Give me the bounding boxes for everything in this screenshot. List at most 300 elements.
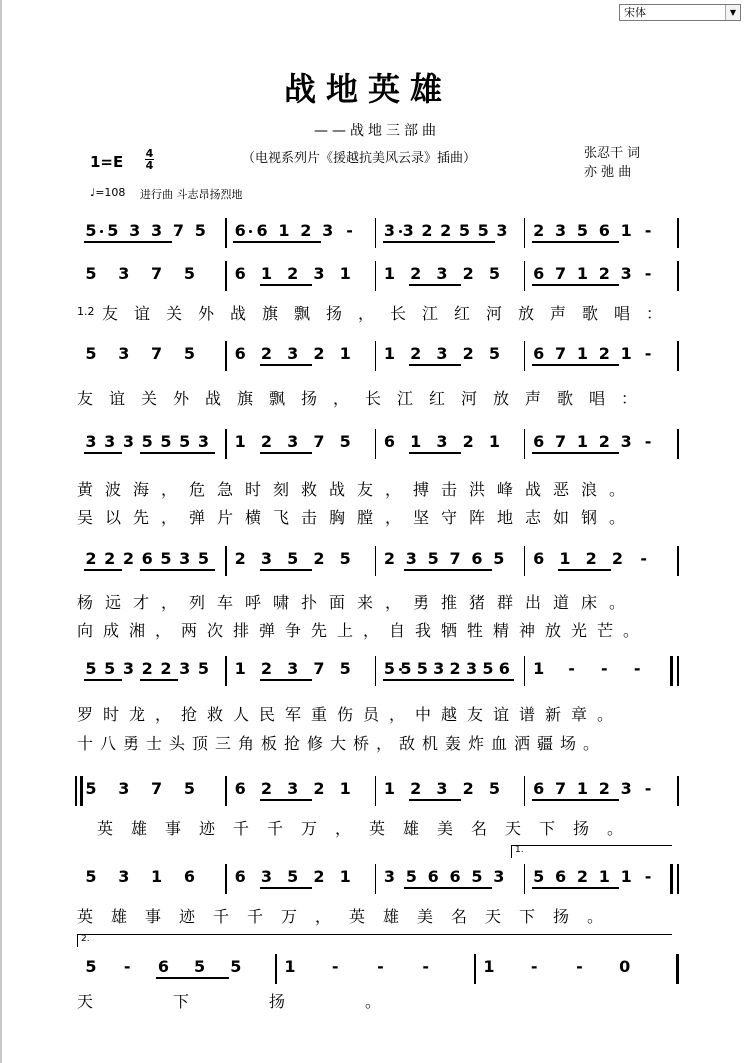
note: - xyxy=(640,549,648,568)
note: 1 xyxy=(488,432,501,451)
note: 5 xyxy=(493,549,505,568)
beam-underline xyxy=(84,452,122,454)
note: 1 xyxy=(410,432,422,451)
bar-line xyxy=(225,656,227,686)
lyric-line-10: 英雄事迹千千万，英雄美名天下扬。 xyxy=(77,907,622,926)
note: 2 xyxy=(410,779,422,798)
note: 2 xyxy=(300,221,312,240)
beam-underline xyxy=(448,569,492,571)
note: - xyxy=(644,432,652,451)
note: 6 xyxy=(234,779,246,798)
beam-underline xyxy=(448,887,492,889)
note: 1 xyxy=(383,264,396,283)
beam-underline xyxy=(140,679,178,681)
note: 1 xyxy=(620,867,632,886)
bar-line xyxy=(524,218,526,248)
bar-line xyxy=(524,864,526,894)
note: 2 xyxy=(410,264,422,283)
beam-underline xyxy=(140,452,178,454)
note: 2 xyxy=(598,432,610,451)
beam-underline xyxy=(178,452,216,454)
note: - xyxy=(346,221,353,240)
note: 1 xyxy=(383,779,396,798)
note: 5 xyxy=(339,659,351,678)
note: 3 xyxy=(313,264,325,283)
bar-line xyxy=(677,341,679,371)
bar-line xyxy=(524,546,526,576)
note: 1 xyxy=(278,221,290,240)
note: - xyxy=(644,344,652,363)
note: 2 xyxy=(313,344,325,363)
beam-underline xyxy=(409,799,462,801)
note: 2 xyxy=(383,549,396,568)
note: 7 xyxy=(555,264,567,283)
note: 5 xyxy=(85,779,97,798)
note: 1 xyxy=(620,221,632,240)
note: 3 xyxy=(555,221,567,240)
note: 5 xyxy=(339,549,351,568)
beam-underline xyxy=(156,977,228,979)
note: 3 xyxy=(322,221,334,240)
note: - xyxy=(633,659,641,678)
note: 2 xyxy=(260,659,273,678)
note: 2 xyxy=(160,659,172,678)
final-bar xyxy=(676,954,679,984)
note: 5 xyxy=(488,264,501,283)
note: 5 xyxy=(85,659,97,678)
note: - xyxy=(568,659,575,678)
note: 3 xyxy=(383,867,396,886)
note: 5 xyxy=(194,957,206,976)
lyric-line-3: 黄波海，危急时刻救战友，搏击洪峰战恶浪。 xyxy=(77,480,638,499)
note: 3 xyxy=(493,867,505,886)
note: - xyxy=(644,779,652,798)
note: 7 xyxy=(555,344,567,363)
beam-underline xyxy=(532,452,576,454)
beam-underline xyxy=(260,452,313,454)
note: 2 xyxy=(313,549,325,568)
beam-underline xyxy=(532,799,576,801)
note: 3 xyxy=(287,659,299,678)
song-subtitle: ——战地三部曲 xyxy=(314,123,440,139)
beam-underline xyxy=(84,569,122,571)
note: - xyxy=(422,957,430,976)
note: 6 xyxy=(234,344,246,363)
note: 6 xyxy=(141,549,153,568)
bar-line xyxy=(474,954,476,984)
note: 3 xyxy=(151,221,163,240)
note: 2 xyxy=(260,344,273,363)
beam-underline xyxy=(415,679,448,681)
bar-line xyxy=(677,776,679,806)
note: 6 xyxy=(533,264,545,283)
note: 5 xyxy=(287,549,299,568)
time-denominator: 4 xyxy=(145,159,154,172)
note: 5 xyxy=(405,867,417,886)
note: 6 xyxy=(533,549,545,568)
note: 3 xyxy=(496,221,508,240)
note: 5 xyxy=(85,867,97,886)
song-title: 战地英雄 xyxy=(284,70,453,108)
note: 5 xyxy=(197,549,210,568)
note: 5 xyxy=(482,659,494,678)
beam-underline xyxy=(576,452,620,454)
lyric-line-1: 友谊关外战旗飘扬，长江红河放声歌唱： xyxy=(102,304,679,323)
note: 2 xyxy=(287,264,299,283)
note: 0 xyxy=(619,957,631,976)
beam-underline xyxy=(409,284,462,286)
note: - xyxy=(530,957,538,976)
note: 1 xyxy=(339,867,351,886)
beam-underline xyxy=(532,241,576,243)
note: 5 xyxy=(576,221,589,240)
beam-underline xyxy=(260,364,313,366)
time-numerator: 4 xyxy=(145,147,154,160)
volta-1-label: 1. xyxy=(515,845,524,855)
beam-underline xyxy=(458,241,496,243)
bar-line xyxy=(225,341,227,371)
note: 5 xyxy=(197,659,210,678)
note: 2 xyxy=(598,264,610,283)
beam-underline xyxy=(383,679,416,681)
note: 1 xyxy=(559,549,571,568)
note: 5 xyxy=(179,432,191,451)
beam-underline xyxy=(576,799,620,801)
note: 6 xyxy=(234,264,246,283)
bar-line xyxy=(375,546,377,576)
beam-underline xyxy=(558,569,611,571)
repeat-end-bar xyxy=(670,864,673,894)
note: 3 xyxy=(433,659,445,678)
bar-line xyxy=(75,776,77,806)
note: 5 xyxy=(400,659,412,678)
note: 3 xyxy=(383,221,396,240)
note: 3 xyxy=(129,221,141,240)
note: 1 xyxy=(576,344,589,363)
note: 3 xyxy=(436,344,448,363)
note: 3 xyxy=(260,867,273,886)
note: 5 xyxy=(458,221,471,240)
lyric-line-11: 天下扬。 xyxy=(77,992,462,1011)
note: 7 xyxy=(555,779,567,798)
note: 5 xyxy=(85,957,97,976)
note: 7 xyxy=(313,432,325,451)
note: 2 xyxy=(122,549,135,568)
note: 5 xyxy=(416,659,428,678)
note: 2 xyxy=(462,344,474,363)
bar-line xyxy=(375,429,377,459)
lyric-line-8: 十八勇士头顶三角板抢修大桥，敌机轰炸血洒疆场。 xyxy=(77,734,607,753)
note: 5 xyxy=(533,867,545,886)
note: 7 xyxy=(151,264,163,283)
note: 1 xyxy=(234,659,246,678)
note: 6 xyxy=(533,432,545,451)
verse-number: 1.2 xyxy=(77,305,95,318)
note: 1 xyxy=(339,779,351,798)
beam-underline xyxy=(409,452,462,454)
note: 2 xyxy=(313,867,325,886)
bar-line xyxy=(677,546,679,576)
time-signature xyxy=(145,148,154,171)
note: 1 xyxy=(576,779,589,798)
note: 5 xyxy=(383,659,396,678)
beam-underline xyxy=(178,569,216,571)
note: 3 xyxy=(104,432,116,451)
note: 3 xyxy=(197,432,210,451)
note: 7 xyxy=(151,779,163,798)
note: 3 xyxy=(118,264,130,283)
note: 3 xyxy=(118,344,130,363)
note: - xyxy=(644,867,652,886)
beam-underline xyxy=(233,241,277,243)
note: 5 xyxy=(104,659,116,678)
lyric-line-5: 杨远才，列车呼啸扑面来，勇推猪群出道床。 xyxy=(77,593,638,612)
note: 5 xyxy=(230,957,242,976)
bar-line xyxy=(275,954,277,984)
note: 3 xyxy=(436,432,448,451)
bar-line xyxy=(375,218,377,248)
bar-line xyxy=(524,261,526,291)
repeat-start-bar xyxy=(80,776,83,806)
note: 1 xyxy=(620,344,632,363)
bar-line xyxy=(375,261,377,291)
beam-underline xyxy=(404,569,448,571)
note: 5 xyxy=(488,344,501,363)
note: 5 xyxy=(488,779,501,798)
volta-1-bracket xyxy=(511,845,672,858)
note: 5 xyxy=(427,549,439,568)
note: 2 xyxy=(576,867,589,886)
font-select[interactable] xyxy=(619,4,741,21)
bar-line xyxy=(225,261,227,291)
note: 5 xyxy=(183,264,195,283)
note: 1 xyxy=(598,867,610,886)
repeat-end-bar xyxy=(670,656,673,686)
note: 1 xyxy=(151,867,163,886)
note: 2 xyxy=(440,221,452,240)
beam-underline xyxy=(84,679,122,681)
note: 3 xyxy=(260,549,273,568)
note: 6 xyxy=(471,549,483,568)
bar-line xyxy=(677,261,679,291)
note: 7 xyxy=(172,221,185,240)
note: - xyxy=(644,221,652,240)
bar-line xyxy=(524,341,526,371)
note: - xyxy=(576,957,583,976)
beam-underline xyxy=(532,284,576,286)
beam-underline xyxy=(532,364,576,366)
note: 5 xyxy=(477,221,489,240)
note: 6 xyxy=(498,659,510,678)
note: - xyxy=(123,957,131,976)
note: 3 xyxy=(118,867,130,886)
beam-underline xyxy=(260,799,313,801)
note: 2 xyxy=(585,549,597,568)
bar-line xyxy=(375,864,377,894)
note: 6 xyxy=(183,867,195,886)
note: 6 xyxy=(449,867,461,886)
note: 1 xyxy=(533,659,545,678)
beam-underline xyxy=(481,679,514,681)
beam-underline xyxy=(84,241,128,243)
beam-underline xyxy=(128,241,172,243)
note: 6 xyxy=(256,221,268,240)
lyric-line-2: 友谊关外战旗飘扬，长江红河放声歌唱： xyxy=(77,389,654,408)
note: - xyxy=(331,957,339,976)
chevron-down-icon[interactable]: ▼ xyxy=(725,5,740,20)
note: 6 xyxy=(598,221,610,240)
note: 3 xyxy=(402,221,414,240)
note: 1 xyxy=(576,264,589,283)
note: 3 xyxy=(620,779,632,798)
note: 3 xyxy=(436,264,448,283)
beam-underline xyxy=(409,364,462,366)
note: 5 xyxy=(141,432,153,451)
volta-2-label: 2. xyxy=(81,934,90,944)
note: 2 xyxy=(462,432,474,451)
note: 5 xyxy=(194,221,206,240)
bar-line xyxy=(375,656,377,686)
note: 3 xyxy=(118,779,130,798)
key-signature: 1=E xyxy=(90,153,124,171)
lyric-line-9: 英雄事迹千千万，英雄美名天下扬。 xyxy=(97,819,642,838)
note: 5 xyxy=(471,867,483,886)
note: 6 xyxy=(555,867,567,886)
note: 5 xyxy=(85,221,97,240)
note: 3 xyxy=(287,779,299,798)
bar-line xyxy=(677,656,679,686)
song-source: （电视系列片《援越抗美风云录》插曲） xyxy=(242,151,477,166)
note: 1 xyxy=(383,344,396,363)
augmentation-dot xyxy=(100,230,103,233)
bar-line xyxy=(225,218,227,248)
note: 5 xyxy=(287,867,299,886)
bar-line xyxy=(375,776,377,806)
lyric-line-4: 吴以先，弹片横飞击胸膛，坚守阵地志如钢。 xyxy=(77,508,638,527)
note: 1 xyxy=(234,432,246,451)
note: 3 xyxy=(436,779,448,798)
beam-underline xyxy=(576,241,620,243)
note: - xyxy=(601,659,608,678)
note: 7 xyxy=(313,659,325,678)
note: 5 xyxy=(183,344,195,363)
note: 3 xyxy=(85,432,97,451)
note: 5 xyxy=(107,221,119,240)
note: 2 xyxy=(462,264,474,283)
note: 1 xyxy=(483,957,495,976)
note: 1 xyxy=(284,957,296,976)
note: 5 xyxy=(183,779,195,798)
note: 6 xyxy=(533,344,545,363)
note: 1 xyxy=(339,264,351,283)
note: 3 xyxy=(620,432,632,451)
expression-mark: 进行曲 斗志昂扬烈地 xyxy=(140,188,243,201)
note: 2 xyxy=(260,432,273,451)
note: 2 xyxy=(141,659,153,678)
bar-line xyxy=(225,864,227,894)
bar-line xyxy=(375,341,377,371)
font-select-value: 宋体 xyxy=(624,6,646,19)
tempo-mark: ♩=108 xyxy=(90,186,126,199)
note: 3 xyxy=(465,659,478,678)
bar-line xyxy=(225,776,227,806)
note: 5 xyxy=(85,264,97,283)
note: 2 xyxy=(533,221,545,240)
note: 5 xyxy=(85,344,97,363)
note: 2 xyxy=(410,344,422,363)
note: 7 xyxy=(449,549,461,568)
note: 2 xyxy=(313,779,325,798)
note: 6 xyxy=(234,867,246,886)
note: 2 xyxy=(449,659,461,678)
beam-underline xyxy=(448,679,481,681)
note: 1 xyxy=(576,432,589,451)
note: 3 xyxy=(179,659,191,678)
note: 3 xyxy=(122,432,135,451)
note: 5 xyxy=(160,432,172,451)
beam-underline xyxy=(260,887,313,889)
note: 3 xyxy=(405,549,417,568)
augmentation-dot xyxy=(249,230,252,233)
note: 6 xyxy=(427,867,439,886)
beam-underline xyxy=(260,284,313,286)
note: 7 xyxy=(555,432,567,451)
note: 3 xyxy=(122,659,135,678)
beam-underline xyxy=(260,569,313,571)
bar-line xyxy=(524,429,526,459)
bar-line xyxy=(225,546,227,576)
note: 3 xyxy=(179,549,191,568)
bar-line xyxy=(225,429,227,459)
bar-line xyxy=(677,218,679,248)
note: 2 xyxy=(85,549,97,568)
note: 2 xyxy=(421,221,433,240)
beam-underline xyxy=(532,887,576,889)
beam-underline xyxy=(277,241,321,243)
note: 2 xyxy=(598,344,610,363)
note: - xyxy=(644,264,652,283)
bar-line xyxy=(677,429,679,459)
composer: 亦 弛 曲 xyxy=(584,165,632,180)
note: 5 xyxy=(339,432,351,451)
note: 5 xyxy=(160,549,172,568)
bar-line xyxy=(677,864,679,894)
note: 2 xyxy=(260,779,273,798)
beam-underline xyxy=(260,679,313,681)
beam-underline xyxy=(140,569,178,571)
note: 3 xyxy=(287,344,299,363)
volta-2-bracket xyxy=(77,934,672,947)
note: 2 xyxy=(598,779,610,798)
note: 6 xyxy=(533,779,545,798)
lyric-line-7: 罗时龙，抢救人民军重伤员，中越友谊谱新章。 xyxy=(77,705,624,724)
note: - xyxy=(377,957,384,976)
note: 6 xyxy=(234,221,246,240)
beam-underline xyxy=(404,887,448,889)
lyric-line-6: 向成湘，两次排弹争先上，自我牺牲精神放光芒。 xyxy=(77,621,650,640)
note: 2 xyxy=(234,549,246,568)
beam-underline xyxy=(576,887,620,889)
bar-line xyxy=(524,776,526,806)
note: 1 xyxy=(260,264,273,283)
note: 2 xyxy=(104,549,116,568)
note: 2 xyxy=(611,549,624,568)
beam-underline xyxy=(576,284,620,286)
note: 1 xyxy=(339,344,351,363)
beam-underline xyxy=(420,241,458,243)
beam-underline xyxy=(383,241,421,243)
note: 6 xyxy=(157,957,169,976)
